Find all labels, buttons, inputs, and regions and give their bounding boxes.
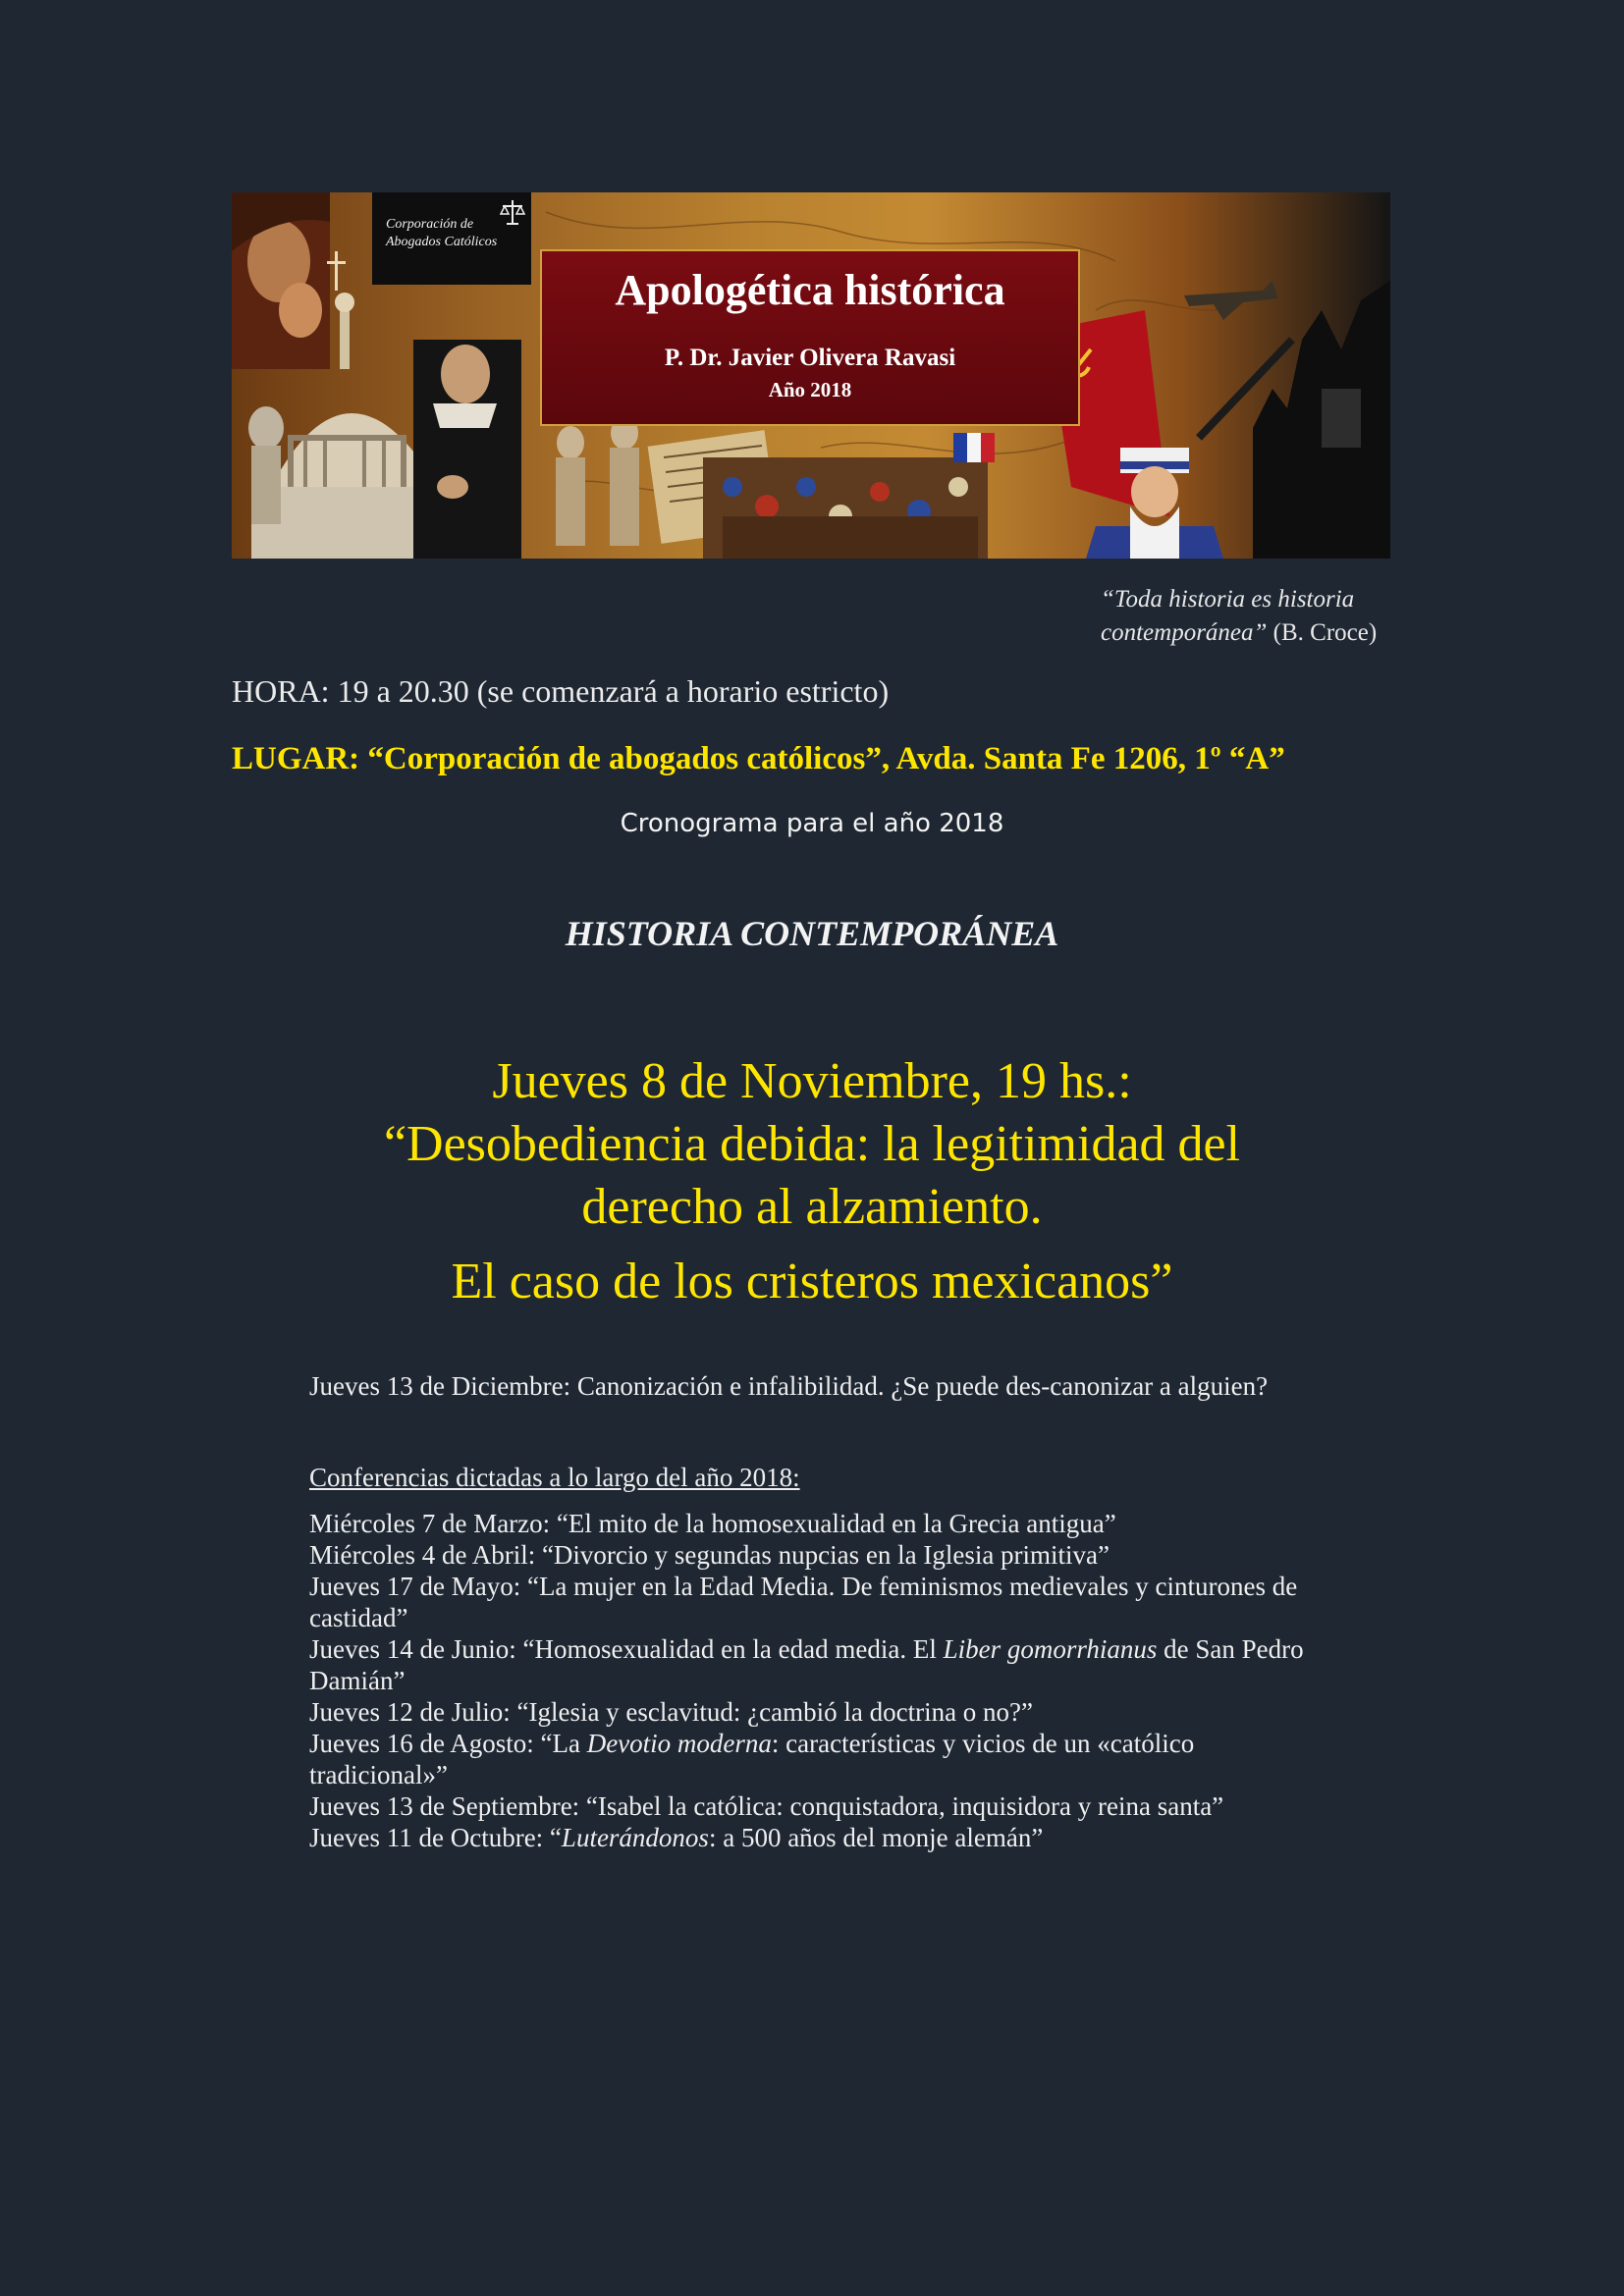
banner — [232, 192, 1390, 559]
featured-title-line1: “Desobediencia debida: la legitimidad del — [383, 1116, 1241, 1172]
featured-title-line3: El caso de los cristeros mexicanos” — [451, 1254, 1173, 1309]
banner-year: Año 2018 — [768, 378, 852, 401]
quote-attribution: (B. Croce) — [1272, 619, 1378, 646]
next-talk: Jueves 13 de Diciembre: Canonización e infalibilidad. ¿Se puede des-canonizar a alguien? — [309, 1371, 1269, 1401]
corporation-logo-box — [372, 192, 531, 285]
past-talks-list — [309, 1508, 1311, 1853]
list-item: Jueves 11 de Octubre: “Luterándonos: a 500 años del monje alemán” — [309, 1823, 1044, 1852]
featured-date: Jueves 8 de Noviembre, 19 hs.: — [492, 1053, 1132, 1109]
corporation-name-line1: Corporación de — [386, 217, 474, 232]
list-item: Jueves 16 de Agosto: “La Devotio moderna: características y vicios de un «católico tradicional»” — [309, 1729, 1195, 1789]
section-title: HISTORIA CONTEMPORÁNEA — [565, 914, 1059, 953]
list-item: Miércoles 4 de Abril: “Divorcio y segundas nupcias en la Iglesia primitiva” — [309, 1540, 1110, 1570]
hora-line: HORA: 19 a 20.30 (se comenzará a horario estricto) — [232, 673, 890, 709]
list-item: Jueves 13 de Septiembre: “Isabel la católica: conquistadora, inquisidora y reina santa” — [309, 1791, 1224, 1821]
cronograma-title: Cronograma para el año 2018 — [620, 809, 1004, 838]
banner-author: P. Dr. Javier Olivera Ravasi — [664, 345, 956, 371]
croce-quote — [1101, 583, 1395, 650]
quote-text: “Toda historia es historia contemporánea” — [1101, 586, 1355, 646]
past-talks-heading: Conferencias dictadas a lo largo del año 2018: — [309, 1463, 800, 1492]
featured-title-line2: derecho al alzamiento. — [581, 1179, 1043, 1235]
featured-talk — [0, 1050, 1624, 1313]
list-item: Jueves 17 de Mayo: “La mujer en la Edad Media. De feminismos medievales y cinturones de castidad” — [309, 1572, 1298, 1632]
corporation-name-line2: Abogados Católicos — [386, 235, 498, 249]
list-item: Jueves 12 de Julio: “Iglesia y esclavitud: ¿cambió la doctrina o no?” — [309, 1697, 1034, 1727]
scales-icon — [500, 198, 525, 228]
list-item: Jueves 14 de Junio: “Homosexualidad en la edad media. El Liber gomorrhianus de San Pedro Damián” — [309, 1634, 1304, 1695]
lugar-line: LUGAR: “Corporación de abogados católicos”, Avda. Santa Fe 1206, 1º “A” — [232, 741, 1285, 776]
banner-title: Apologética histórica — [615, 266, 1005, 314]
list-item: Miércoles 7 de Marzo: “El mito de la homosexualidad en la Grecia antigua” — [309, 1509, 1116, 1538]
banner-title-box — [540, 249, 1080, 426]
